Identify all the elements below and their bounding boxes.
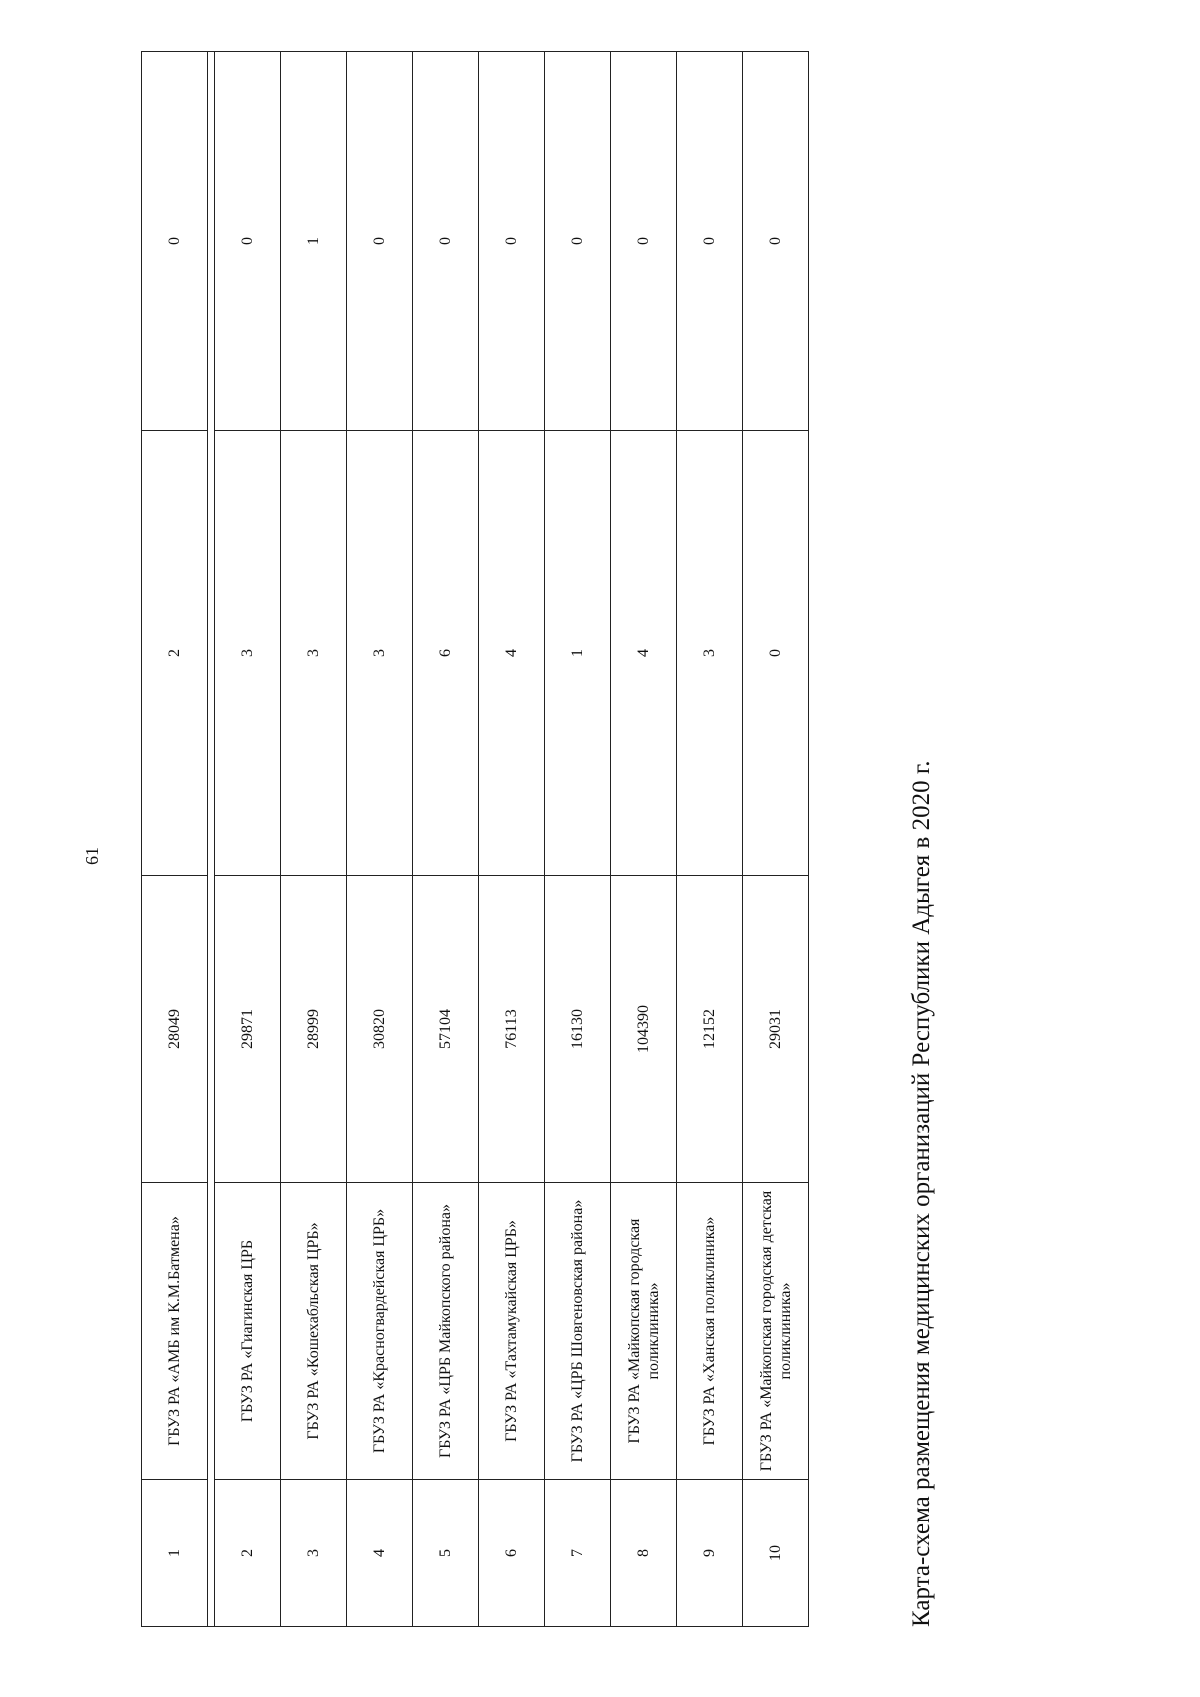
row-number-cell: 7: [545, 1480, 611, 1627]
population-cell: 76113: [479, 876, 545, 1183]
organization-name-cell: ГБУЗ РА «Майкопская городская детская поликлиника»: [743, 1183, 809, 1480]
table-row: [215, 52, 281, 1627]
organizations-table: [141, 51, 809, 1627]
population-cell: 28999: [281, 876, 347, 1183]
organization-name-cell: ГБУЗ РА «Кошехабльская ЦРБ»: [281, 1183, 347, 1480]
table-row: [281, 52, 347, 1627]
row-number-cell: 9: [677, 1480, 743, 1627]
organization-name-cell: ГБУЗ РА «Красногвардейская ЦРБ»: [347, 1183, 413, 1480]
organization-name-cell: ГБУЗ РА «Гиагинская ЦРБ: [215, 1183, 281, 1480]
row-number-cell: 10: [743, 1480, 809, 1627]
value-b-cell: 0: [215, 52, 281, 431]
population-cell: 16130: [545, 876, 611, 1183]
value-a-cell: 3: [347, 431, 413, 876]
row-number-cell: 6: [479, 1480, 545, 1627]
organization-name-cell: ГБУЗ РА «Ханская поликлиника»: [677, 1183, 743, 1480]
population-cell: 30820: [347, 876, 413, 1183]
row-number-cell: 5: [413, 1480, 479, 1627]
value-b-cell: 0: [413, 52, 479, 431]
table-row: [413, 52, 479, 1627]
table-row: [479, 52, 545, 1627]
row-number-cell: 2: [215, 1480, 281, 1627]
organization-name-cell: ГБУЗ РА «ЦРБ Майкопского района»: [413, 1183, 479, 1480]
value-a-cell: 3: [677, 431, 743, 876]
table-row: [545, 52, 611, 1627]
population-cell: 29031: [743, 876, 809, 1183]
population-cell: 104390: [611, 876, 677, 1183]
value-b-cell: 0: [479, 52, 545, 431]
organization-name-cell: ГБУЗ РА «Майкопская городская поликлиника»: [611, 1183, 677, 1480]
value-b-cell: 0: [743, 52, 809, 431]
table-row: [611, 52, 677, 1627]
row-number-cell: 8: [611, 1480, 677, 1627]
value-a-cell: 4: [611, 431, 677, 876]
value-a-cell: 1: [545, 431, 611, 876]
value-a-cell: 3: [215, 431, 281, 876]
value-a-cell: 2: [142, 431, 208, 876]
organization-name-cell: ГБУЗ РА «ЦРБ Шовгеновская района»: [545, 1183, 611, 1480]
value-b-cell: 0: [545, 52, 611, 431]
value-b-cell: 0: [142, 52, 208, 431]
row-number-cell: 1: [142, 1480, 208, 1627]
table-row: [677, 52, 743, 1627]
population-cell: 28049: [142, 876, 208, 1183]
organizations-table-container: [141, 52, 804, 1627]
organization-name-cell: ГБУЗ РА «АМБ им К.М.Батмена»: [142, 1183, 208, 1480]
value-b-cell: 0: [347, 52, 413, 431]
population-cell: 12152: [677, 876, 743, 1183]
population-cell: 29871: [215, 876, 281, 1183]
value-a-cell: 3: [281, 431, 347, 876]
value-a-cell: 6: [413, 431, 479, 876]
value-b-cell: 0: [677, 52, 743, 431]
value-b-cell: 0: [611, 52, 677, 431]
table-row: [142, 52, 208, 1627]
row-number-cell: 4: [347, 1480, 413, 1627]
value-b-cell: 1: [281, 52, 347, 431]
page-number: 61: [82, 847, 102, 865]
page-caption: Карта-схема размещения медицинских организаций Республики Адыгея в 2020 г.: [908, 760, 935, 1627]
row-number-cell: 3: [281, 1480, 347, 1627]
spacer-cell: [208, 52, 215, 1627]
population-cell: 57104: [413, 876, 479, 1183]
value-a-cell: 4: [479, 431, 545, 876]
organization-name-cell: ГБУЗ РА «Тахтамукайская ЦРБ»: [479, 1183, 545, 1480]
table-spacer-row: [208, 52, 215, 1627]
table-row: [347, 52, 413, 1627]
value-a-cell: 0: [743, 431, 809, 876]
table-row: [743, 52, 809, 1627]
